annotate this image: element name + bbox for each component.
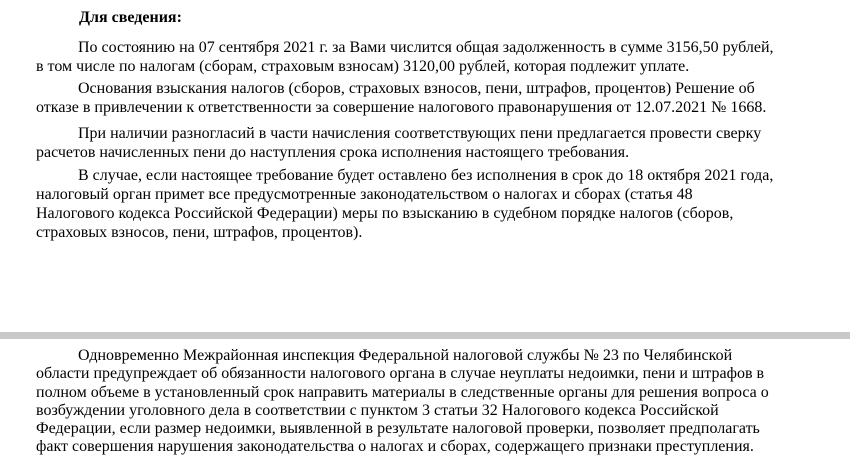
text-line: в том числе по налогам (сборам, страховым взносам) 3120,00 рублей, которая подлежит уплате. — [36, 58, 690, 75]
text-line: Налогового кодекса Российской Федерации) меры по взысканию в судебном порядке налогов (сборов, — [36, 205, 734, 222]
paragraph-criminal-warning — [36, 347, 826, 457]
text-line: Федерации, если размер недоимки, выявленной в результате налоговой проверки, позволяет предполагать — [36, 420, 760, 438]
text-line: области предупреждает об обязанности налогового органа в случае неуплаты недоимки, пени и штрафов в — [36, 365, 765, 383]
text-line: возбуждении уголовного дела в соответствии с пунктом 3 статьи 32 Налогового кодекса Российской — [36, 401, 719, 419]
text-line: полном объеме в установленный срок направить материалы в следственные органы для решения вопроса о — [36, 383, 769, 401]
paragraph-debt-amount — [36, 38, 826, 76]
paragraph-collection-grounds — [36, 79, 826, 117]
paragraph-reconciliation — [36, 124, 826, 162]
text-line: факт совершения нарушения законодательства о налогах и сборах, содержащего признаки преступления. — [36, 438, 754, 456]
text-line: При наличии разногласий в части начисления соответствующих пени предлагается провести сверку — [78, 125, 762, 142]
section-heading: Для сведения: — [79, 9, 182, 26]
text-line: По состоянию на 07 сентября 2021 г. за Вами числится общая задолженность в сумме 3156,50 рублей, — [78, 39, 774, 56]
paragraph-enforcement-warning — [36, 166, 826, 242]
text-line: Одновременно Межрайонная инспекция Федеральной налоговой службы № 23 по Челябинской — [78, 347, 733, 364]
text-line: В случае, если настоящее требование будет оставлено без исполнения в срок до 18 октября 2021 года, — [78, 167, 774, 184]
text-line: отказе в привлечении к ответственности за совершение налогового правонарушения от 12.07.2021 № 1668. — [36, 99, 767, 116]
page-separator — [0, 332, 850, 339]
text-line: налоговый орган примет все предусмотренные законодательством о налогах и сборах (статья 48 — [36, 186, 693, 203]
text-line: расчетов начисленных пени до наступления срока исполнения настоящего требования. — [36, 144, 630, 161]
text-line: страховых взносов, пени, штрафов, процентов). — [36, 224, 363, 241]
text-line: Основания взыскания налогов (сборов, страховых взносов, пени, штрафов, процентов) Решение об — [78, 80, 755, 97]
